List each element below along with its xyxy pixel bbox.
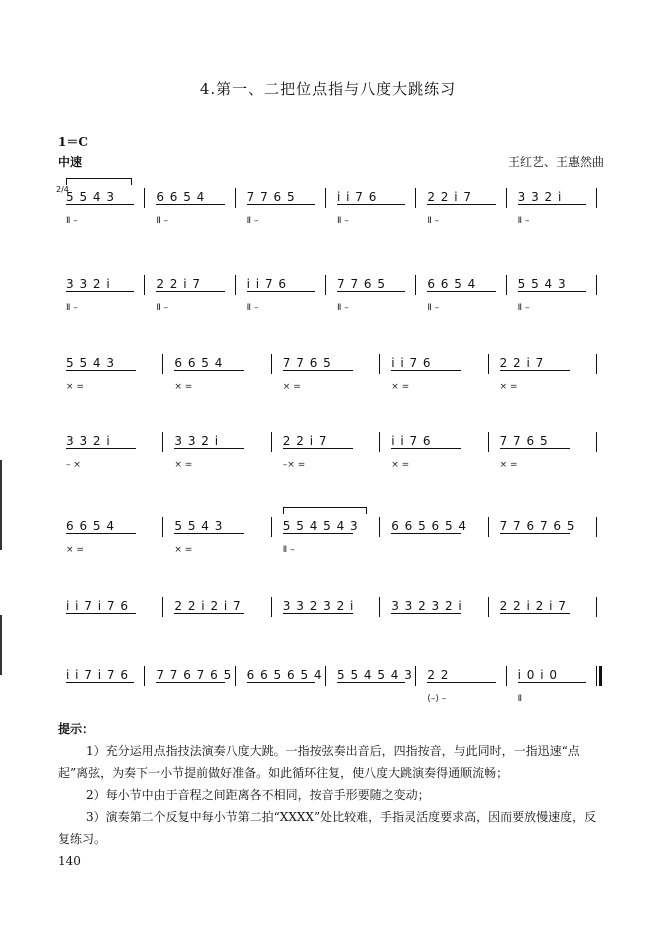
measure (518, 662, 594, 714)
bar-line (506, 666, 507, 686)
beam-line (283, 533, 353, 534)
bar-line (506, 275, 507, 295)
staff-row (58, 271, 600, 323)
measure-notes: 2 2 i 7 (427, 190, 473, 204)
measure-notes: 5 5 4 3 (66, 190, 115, 204)
fingering-marks: – × (66, 460, 81, 470)
staff-row (58, 593, 600, 645)
fingering-marks: Ⅱ – (337, 303, 349, 313)
bar-line (162, 354, 163, 374)
staff-row (58, 662, 600, 714)
bar-line (271, 432, 272, 452)
page-edge-mark (0, 460, 2, 550)
beam-line (337, 291, 405, 292)
bar-line (415, 666, 416, 686)
fingering-marks: × = (282, 382, 301, 392)
measure-notes: 7 7 6 7 6 5 (156, 668, 233, 682)
beam-line (66, 533, 136, 534)
beam-line (427, 204, 495, 205)
hint-3: 3）演奏第二个反复中每小节第二拍“XXXX”处比较难，手指灵活度要求高，因而要放慢速度，反复练习。 (58, 810, 597, 846)
measure-notes: i i 7 i 7 6 (66, 668, 129, 682)
measure (427, 184, 503, 236)
bar-line (379, 432, 380, 452)
bar-line (415, 188, 416, 208)
beam-line (174, 370, 244, 371)
bar-line (488, 597, 489, 617)
beam-line (518, 291, 586, 292)
bar-line (271, 354, 272, 374)
bar-line (415, 275, 416, 295)
beam-line (66, 448, 136, 449)
beam-line (283, 613, 353, 614)
fingering-marks: –× = (282, 460, 306, 470)
tempo-marking: 中速 (58, 155, 83, 169)
fingering-marks: × = (391, 460, 410, 470)
measure (518, 271, 594, 323)
bar-line (325, 275, 326, 295)
measure (391, 513, 485, 565)
measure-notes: 6 6 5 6 5 4 (246, 668, 323, 682)
page-number: 140 (58, 854, 81, 868)
measure-notes: i i 7 6 (246, 277, 288, 291)
fingering-marks: × = (391, 382, 410, 392)
measure-notes: 3 3 2 3 2 i (282, 599, 355, 613)
beam-line (66, 613, 136, 614)
bar-line (596, 432, 597, 452)
technique-bracket (66, 178, 132, 185)
bar-line (235, 275, 236, 295)
measure (66, 271, 142, 323)
beam-line (500, 448, 570, 449)
fingering-marks: Ⅱ – (517, 216, 530, 226)
bar-line (379, 354, 380, 374)
measure-notes: 5 5 4 3 (517, 277, 567, 291)
measure-notes: 2 2 i 2 i 7 (174, 599, 242, 613)
fingering-marks: × = (66, 545, 84, 555)
beam-line (156, 291, 224, 292)
beam-line (391, 448, 461, 449)
fingering-marks: Ⅱ – (156, 303, 169, 313)
measure-notes: 2 2 i 7 (499, 356, 545, 370)
measure-notes: i i 7 6 (391, 356, 432, 370)
measure-notes: 2 2 i 7 (282, 434, 328, 448)
fingering-marks: × = (66, 382, 84, 392)
measure-notes: 2 2 i 7 (156, 277, 202, 291)
measure-notes: 7 7 6 5 (246, 190, 296, 204)
measure (337, 184, 413, 236)
measure-notes: i i 7 6 (391, 434, 432, 448)
beam-line (500, 370, 570, 371)
measure (247, 271, 323, 323)
bar-line (379, 597, 380, 617)
fingering-marks: Ⅱ – (282, 545, 295, 555)
beam-line (391, 533, 461, 534)
bar-line (596, 597, 597, 617)
beam-line (247, 204, 315, 205)
measure (66, 184, 142, 236)
beam-line (174, 533, 244, 534)
bar-line (235, 666, 236, 686)
beam-line (337, 682, 405, 683)
fingering-marks: Ⅱ – (246, 216, 259, 226)
bar-line (596, 275, 597, 295)
measure-notes: i i 7 i 7 6 (66, 599, 129, 613)
measure (427, 271, 503, 323)
measure-notes: 3 3 2 i (66, 434, 111, 448)
beam-line (283, 370, 353, 371)
measure (66, 513, 160, 565)
measure (283, 350, 377, 402)
measure (66, 428, 160, 480)
measure-notes: 5 5 4 3 (66, 356, 115, 370)
staff-row (58, 428, 600, 480)
fingering-marks: Ⅱ – (156, 216, 169, 226)
bar-line (271, 517, 272, 537)
beam-line (156, 204, 224, 205)
measure-notes: 3 3 2 i (66, 277, 111, 291)
bar-line (144, 188, 145, 208)
beam-line (391, 370, 461, 371)
measure (174, 593, 268, 645)
beam-line (500, 613, 570, 614)
measure (518, 184, 594, 236)
measure (391, 593, 485, 645)
measure-notes: 5 5 4 5 4 3 (282, 519, 359, 533)
bar-line (162, 517, 163, 537)
bar-line (162, 597, 163, 617)
fingering-marks: (–) – (427, 694, 447, 704)
beam-line (66, 204, 134, 205)
measure-notes: 6 6 5 4 (66, 519, 115, 533)
measure-notes: 5 5 4 3 (174, 519, 224, 533)
measure (247, 184, 323, 236)
fingering-marks: Ⅱ – (427, 216, 440, 226)
bar-line (596, 354, 597, 374)
bar-line (162, 432, 163, 452)
measure (391, 350, 485, 402)
beam-line (518, 204, 586, 205)
measure-notes: 7 7 6 5 (499, 434, 549, 448)
measure-notes: 7 7 6 5 (337, 277, 386, 291)
fingering-marks: × = (174, 545, 193, 555)
staff-row (58, 513, 600, 565)
fingering-marks: × = (174, 382, 193, 392)
measure (283, 513, 377, 565)
beam-line (391, 613, 461, 614)
measure (66, 662, 142, 714)
bar-line (488, 432, 489, 452)
bar-line (271, 597, 272, 617)
beam-line (247, 682, 315, 683)
measure (283, 593, 377, 645)
measure (156, 184, 232, 236)
beam-line (66, 682, 134, 683)
fingering-marks: Ⅱ – (427, 303, 440, 313)
measure-notes: 2 2 (427, 668, 450, 682)
time-signature: 2/4 (56, 185, 69, 194)
measure-notes: 3 3 2 i (174, 434, 220, 448)
bar-line (596, 517, 597, 537)
measure (174, 513, 268, 565)
bar-line (506, 188, 507, 208)
beam-line (427, 682, 495, 683)
bar-line (488, 354, 489, 374)
measure-notes: 7 7 6 5 (282, 356, 332, 370)
measure (500, 513, 594, 565)
beam-line (337, 204, 405, 205)
beam-line (174, 613, 244, 614)
measure (337, 662, 413, 714)
beam-line (66, 370, 136, 371)
measure-notes: 6 6 5 4 (156, 190, 206, 204)
measure (283, 428, 377, 480)
fingering-marks: Ⅱ – (246, 303, 259, 313)
measure-notes: i i 7 6 (337, 190, 378, 204)
bar-line (235, 188, 236, 208)
measure-notes: 3 3 2 3 2 i (391, 599, 463, 613)
measure (500, 593, 594, 645)
fingering-marks: × = (499, 460, 518, 470)
measure-notes: 2 2 i 2 i 7 (499, 599, 567, 613)
fingering-marks: Ⅱ – (66, 216, 78, 226)
page-edge-mark-2 (0, 615, 2, 675)
measure (66, 593, 160, 645)
fingering-marks: Ⅱ – (66, 303, 78, 313)
staff-row (58, 350, 600, 402)
beam-line (174, 448, 244, 449)
bar-line (325, 666, 326, 686)
measure-notes: 7 7 6 7 6 5 (499, 519, 576, 533)
composer-credit: 王红艺、王惠然曲 (507, 155, 604, 169)
measure (174, 350, 268, 402)
measure (500, 350, 594, 402)
measure-notes: 6 6 5 4 (427, 277, 477, 291)
measure (500, 428, 594, 480)
measure (174, 428, 268, 480)
beam-line (283, 448, 353, 449)
measure (156, 271, 232, 323)
hint-1: 1）充分运用点指技法演奏八度大跳。一指按弦奏出音后，四指按音，与此同时，一指迅速“点起”离弦，为奏下一小节提前做好准备。如此循环往复，使八度大跳演奏得通顺流畅； (58, 744, 580, 780)
measure (391, 428, 485, 480)
fingering-marks: Ⅱ (517, 694, 523, 704)
hints-title: 提示： (58, 722, 95, 736)
beam-line (500, 533, 570, 534)
measure-notes: 6 6 5 6 5 4 (391, 519, 468, 533)
beam-line (156, 682, 224, 683)
fingering-marks: Ⅱ – (517, 303, 530, 313)
beam-line (66, 291, 134, 292)
bar-line (144, 275, 145, 295)
measure-notes: 3 3 2 i (517, 190, 563, 204)
measure (337, 271, 413, 323)
bar-line (596, 188, 597, 208)
technique-bracket (283, 507, 367, 514)
bar-line (488, 517, 489, 537)
beam-line (247, 291, 315, 292)
bar-line (144, 666, 145, 686)
measure (427, 662, 503, 714)
staff-row (58, 184, 600, 236)
exercise-title: 4.第一、二把位点指与八度大跳练习 (199, 80, 457, 98)
measure (247, 662, 323, 714)
measure (66, 350, 160, 402)
measure-notes: i 0 i 0 (517, 668, 559, 682)
bar-line (325, 188, 326, 208)
hint-2: 2）每小节中由于音程之间距离各不相同，按音手形要随之变动； (86, 788, 430, 802)
beam-line (427, 291, 495, 292)
fingering-marks: × = (174, 460, 193, 470)
fingering-marks: Ⅱ – (337, 216, 349, 226)
final-bar-line (599, 666, 602, 686)
measure (156, 662, 232, 714)
measure-notes: 5 5 4 5 4 3 (337, 668, 413, 682)
bar-line (596, 666, 597, 686)
beam-line (518, 682, 586, 683)
bar-line (379, 517, 380, 537)
measure-notes: 6 6 5 4 (174, 356, 224, 370)
key-signature: 1＝C (58, 135, 88, 149)
fingering-marks: × = (499, 382, 518, 392)
